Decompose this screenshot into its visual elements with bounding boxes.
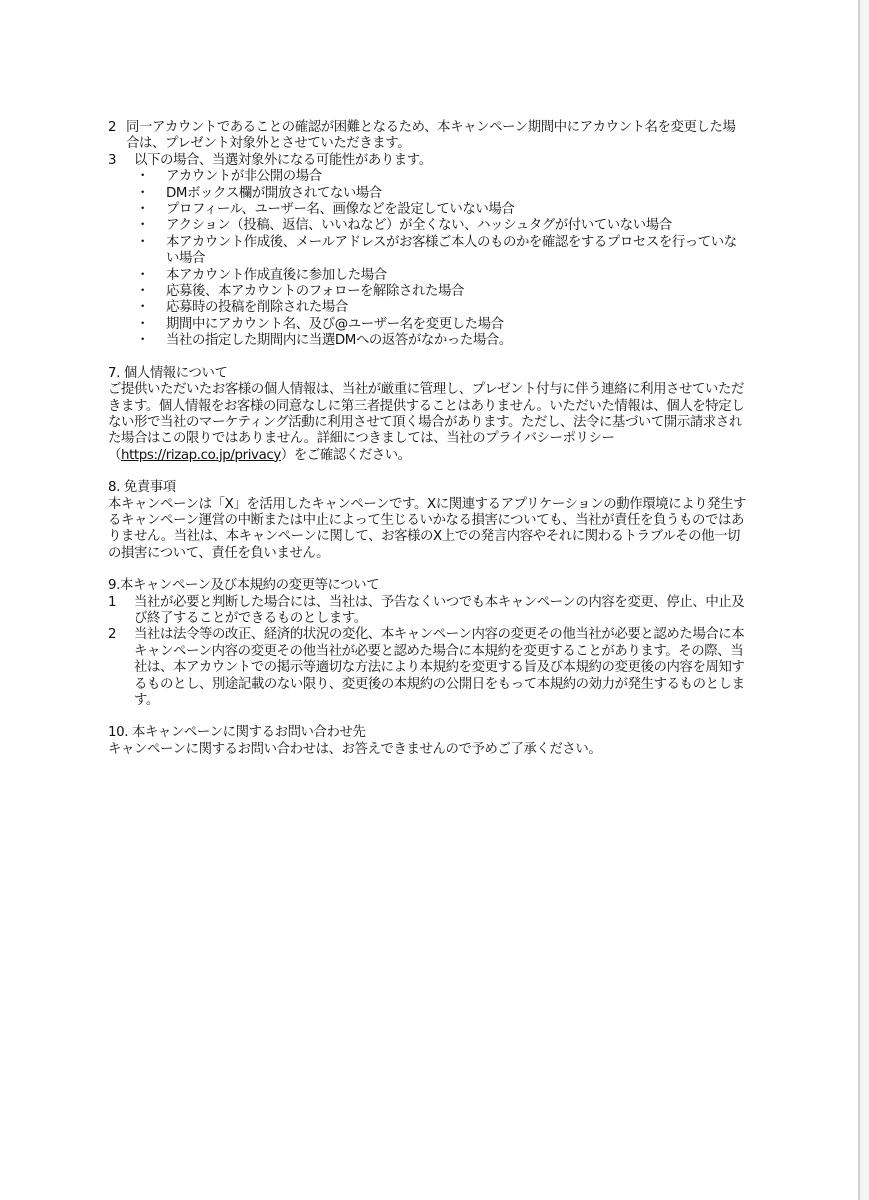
bullet-mark: ・	[136, 234, 149, 250]
item-number: 3	[108, 152, 117, 168]
item-number: 2	[108, 627, 117, 643]
list-item	[136, 235, 748, 268]
section-title: 9.本キャンペーン及び本規約の変更等について	[108, 578, 380, 594]
restriction-item-2	[108, 120, 748, 153]
section-body: 本キャンペーンは「X」を活用したキャンペーンです。Xに関連するアプリケーションの動作環境により発生するキャンペーン運営の中断または中止によって生じるいかなる損害についても、当社が責任を負うものではありません。当社は、本キャンペーンに関して、お客様のX上での発言内容やそれに関わるトラブルその他一切の損害について、責任を負いません。	[108, 496, 747, 561]
item-number: 2	[108, 120, 117, 135]
section-body-text: ご提供いただいたお客様の個人情報は、当社が厳重に管理し、プレゼント付与に伴う連絡に利用させていただきます。個人情報をお客様の同意なしに第三者提供することはありません。いただいた情報は、個人を特定しない形で当社のマーケティング活動に利用させて頂く場合があります。ただし、法令に基づいて開示請求された場合はこの限りではありません。詳細につきましては、当社のプライバシーポリシー（	[108, 382, 745, 463]
list-item-text: 本アカウント作成直後に参加した場合	[166, 267, 387, 283]
list-item	[136, 284, 748, 300]
list-item-text: アカウントが非公開の場合	[166, 169, 322, 185]
list-item-text: 当社の指定した期間内に当選DMへの返答がなかった場合。	[166, 333, 512, 349]
list-item-text: プロフィール、ユーザー名、画像などを設定していない場合	[166, 202, 515, 218]
bullet-mark: ・	[136, 185, 149, 201]
list-item	[136, 186, 748, 202]
changes-item-1	[108, 595, 748, 628]
restriction-item-3	[108, 153, 748, 169]
privacy-policy-link[interactable]: https://rizap.co.jp/privacy	[121, 447, 281, 463]
section-title: 10. 本キャンペーンに関するお問い合わせ先	[108, 725, 366, 741]
section-disclaimer	[108, 480, 748, 562]
section-body	[108, 382, 748, 464]
section-contact	[108, 725, 748, 758]
list-item-text: アクション（投稿、返信、いいねなど）が全くない、ハッシュタグが付いていない場合	[166, 218, 672, 234]
list-item	[136, 317, 748, 333]
list-item	[136, 333, 748, 349]
item-text: 当社は法令等の改正、経済的状況の変化、本キャンペーン内容の変更その他当社が必要と認めた場合に本キャンペーン内容の変更その他当社が必要と認めた場合に本規約を変更することがあります。その際、当社は、本アカウントでの掲示等適切な方法により本規約を変更する旨及び本規約の変更後の内容を周知するものとし、別途記載のない限り、変更後の本規約の公開日をもって本規約の効力が発生するものとします。	[134, 627, 745, 708]
section-title: 7. 個人情報について	[108, 365, 228, 381]
list-item	[136, 268, 748, 284]
list-item-text: DMボックス欄が開放されてない場合	[166, 185, 382, 201]
list-item	[136, 300, 748, 316]
item-text: 当社が必要と判断した場合には、当社は、予告なくいつでも本キャンペーンの内容を変更、停止、中止及び終了することができるものとします。	[134, 594, 745, 626]
list-item	[136, 218, 748, 234]
bullet-mark: ・	[136, 316, 149, 332]
list-item-text: 応募後、本アカウントのフォローを解除された場合	[166, 284, 464, 300]
list-item	[136, 169, 748, 185]
list-item-text: 応募時の投稿を削除された場合	[166, 300, 348, 316]
list-item-text: 期間中にアカウント名、及び@ユーザー名を変更した場合	[166, 316, 504, 332]
changes-item-2	[108, 627, 748, 709]
section-body: キャンペーンに関するお問い合わせは、お答えできませんので予めご了承ください。	[108, 741, 602, 757]
item-number: 1	[108, 594, 117, 610]
bullet-mark: ・	[136, 284, 149, 300]
bullet-mark: ・	[136, 333, 149, 349]
bullet-mark: ・	[136, 300, 149, 316]
bullet-mark: ・	[136, 267, 149, 283]
list-item-text: 本アカウント作成後、メールアドレスがお客様ご本人のものかを確認をするプロセスを行っていない場合	[166, 234, 737, 267]
exclusion-list	[136, 169, 748, 349]
section-title: 8. 免責事項	[108, 480, 176, 496]
section-body-text-end: ）をご確認ください。	[280, 447, 411, 463]
section-privacy	[108, 366, 748, 464]
bullet-mark: ・	[136, 169, 149, 185]
item-text: 以下の場合、当選対象外になる可能性があります。	[134, 152, 432, 168]
item-text: 同一アカウントであることの確認が困難となるため、本キャンペーン期間中にアカウント名を変更した場合は、プレゼント対象外とさせていただきます。	[126, 120, 736, 152]
section-changes	[108, 578, 748, 709]
list-item	[136, 202, 748, 218]
document-content	[108, 120, 748, 758]
bullet-mark: ・	[136, 202, 149, 218]
bullet-mark: ・	[136, 218, 149, 234]
